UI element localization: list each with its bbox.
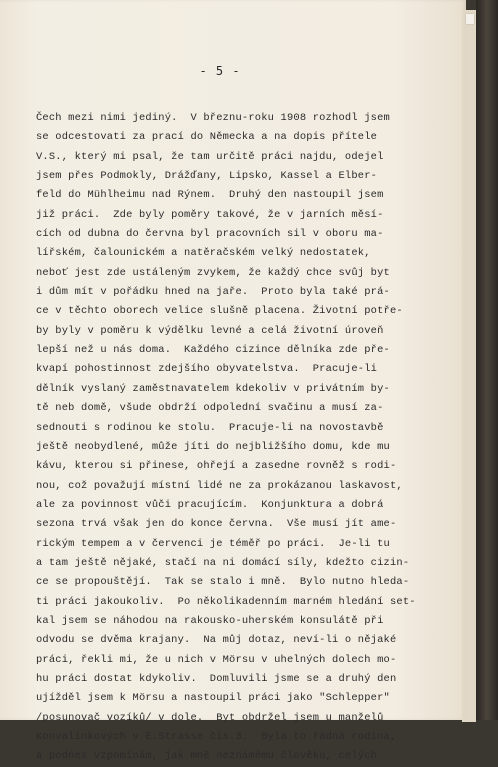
- page-tab-marker: [466, 14, 474, 24]
- text-line: již práci. Zde byly poměry takové, že v jarních měsí-: [36, 208, 384, 221]
- text-line: V.S., který mi psal, že tam určitě práci najdu, odejel: [36, 150, 384, 163]
- text-line: Čech mezi nimi jediný. V březnu-roku 1908 rozhodl jsem: [36, 112, 390, 124]
- text-line: ještě neobydlené, může jíti do nejbližšího domu, kde mu: [36, 440, 390, 453]
- text-line: jsem přes Podmokly, Drážďany, Lipsko, Kassel a Elber-: [36, 170, 378, 183]
- text-line: tě neb domě, všude obdrží odpolední svačinu a musí za-: [36, 402, 384, 415]
- text-line: kávu, kterou si přinese, ohřejí a zasedne rovněž s rodi-: [36, 460, 397, 473]
- text-line: sezona trvá však jen do konce června. Vše musí jít ame-: [36, 518, 397, 531]
- text-line: a podnes vzpomínám, jak mně neznámému člověku, celých: [36, 750, 378, 763]
- text-line: /posunovač vozíků/ v dole. Byt obdržel jsem u manželů: [36, 711, 384, 724]
- text-line: Konvalinkových v E.Strasse čís.3. Byla to řádná rodina,: [36, 731, 397, 743]
- book-binding: [476, 0, 498, 720]
- text-line: by byly v poměru k výdělku levné a celá životní úroveň: [36, 324, 384, 337]
- text-line: dělník vyslaný zaměstnavatelem kdekoliv v privátním by-: [36, 382, 390, 395]
- text-line: sednouti s rodinou ke stolu. Pracuje-li na novostavbě: [36, 421, 384, 434]
- text-line: neboť jest zde ustáleným zvykem, že každý chce svůj byt: [36, 266, 390, 279]
- text-line: cích od dubna do června byl pracovních sil v oboru ma-: [36, 228, 384, 241]
- text-line: ce se propouštějí. Tak se stalo i mně. Bylo nutno hleda-: [36, 576, 410, 589]
- text-line: kal jsem se náhodou na rakousko-uherském konsulátě při: [36, 614, 384, 627]
- text-line: rickým tempem a v červenci je téměř po práci. Je-li tu: [36, 537, 390, 550]
- text-line: ti práci jakoukoliv. Po několikadenním marném hledání set-: [36, 595, 416, 608]
- text-line: ce v těchto oborech velice slušně placena. Životní potře-: [36, 305, 403, 318]
- text-line: práci, řekli mi, že u nich v Mörsu v uhelných dolech mo-: [36, 653, 397, 666]
- page-number: - 5 -: [199, 64, 241, 78]
- text-line: ujížděl jsem k Mörsu a nastoupil práci jako "Schlepper": [36, 692, 390, 705]
- text-line: feld do Mühlheimu nad Rýnem. Druhý den nastoupil jsem: [36, 189, 384, 202]
- text-line: ale za povinnost vůči pracujícím. Konjunktura a dobrá: [36, 498, 384, 511]
- text-line: hu práci dostat kdykoliv. Domluvili jsme se a druhý den: [36, 672, 397, 685]
- text-line: lepší než u nás doma. Každého cizince dělníka zde pře-: [36, 344, 390, 357]
- text-line: a tam ještě nějaké, stačí na ni domácí síly, kdežto cizin-: [36, 556, 410, 569]
- page-edges: [462, 10, 476, 722]
- text-line: kvapí pohostinnost zdejšího obyvatelstva. Pracuje-li: [36, 363, 378, 376]
- text-line: se odcestovati za prací do Německa a na dopis přítele: [36, 131, 378, 144]
- text-line: nou, což považují místní lidé ne za prokázanou laskavost,: [36, 479, 403, 492]
- text-line: lířském, čalounickém a natěračském velký nedostatek,: [36, 247, 371, 260]
- text-line: odvodu se dvěma krajany. Na můj dotaz, neví-li o nějaké: [36, 634, 397, 647]
- text-line: i dům mít v pořádku hned na jaře. Proto byla také prá-: [36, 286, 390, 299]
- body-text: [36, 109, 456, 767]
